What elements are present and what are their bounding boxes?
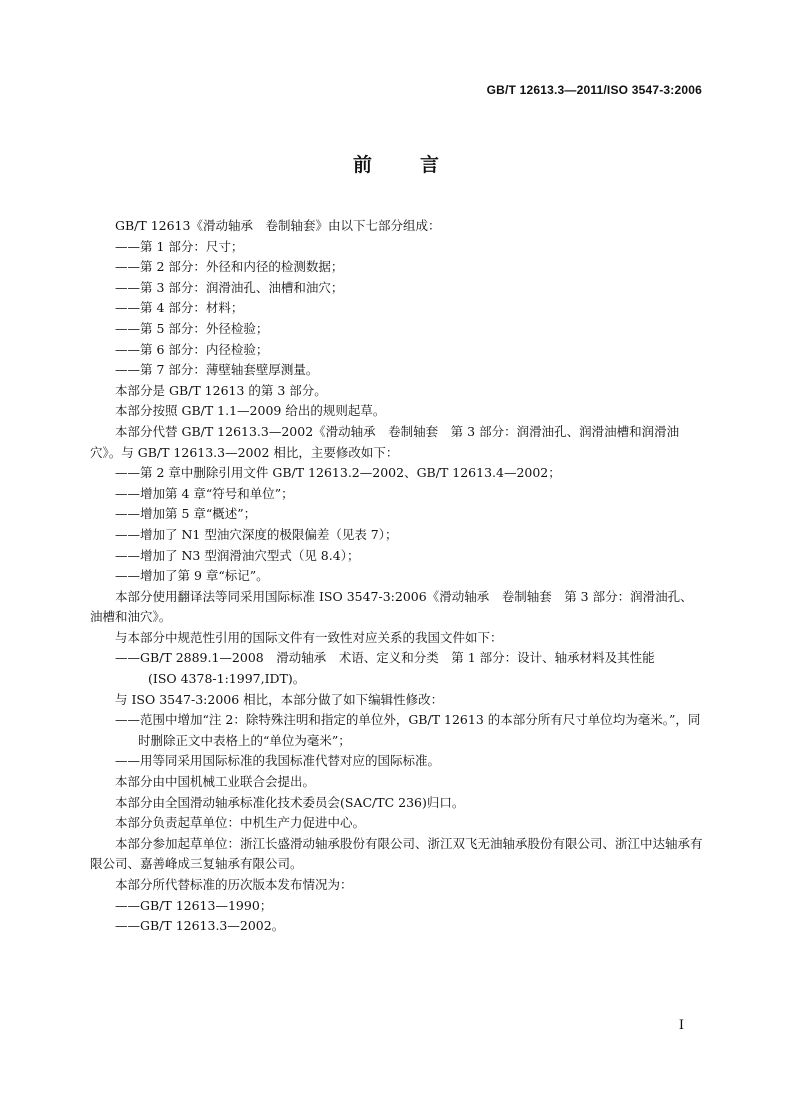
paragraph: 与 ISO 3547-3:2006 相比，本部分做了如下编辑性修改： bbox=[115, 691, 444, 707]
paragraph: 本部分代替 GB/T 12613.3—2002《滑动轴承 卷制轴套 第 3 部分：润滑油孔、润滑油槽和润滑油穴》。与 GB/T 12613.3—2002 相比，主要修改如下： bbox=[90, 423, 680, 460]
list-item: ——GB/T 12613—1990； bbox=[115, 897, 273, 913]
paragraph: 本部分参加起草单位：浙江长盛滑动轴承股份有限公司、浙江双飞无油轴承股份有限公司、浙江中达轴承有限公司、嘉善峰成三复轴承有限公司。 bbox=[90, 835, 703, 872]
preface-body bbox=[90, 216, 704, 937]
list-item: ——增加第 5 章“概述”； bbox=[115, 506, 257, 522]
page-title: 前言 bbox=[352, 154, 487, 176]
list-item: ——增加了 N3 型润滑油穴型式（见 8.4）； bbox=[115, 547, 360, 563]
list-item: ——用等同采用国际标准的我国标准代替对应的国际标准。 bbox=[115, 753, 441, 769]
list-item: ——第 5 部分：外径检验； bbox=[115, 320, 269, 336]
list-item: ——第 7 部分：薄壁轴套壁厚测量。 bbox=[115, 362, 319, 378]
list-item: ——GB/T 12613.3—2002。 bbox=[115, 918, 285, 934]
list-item: ——第 3 部分：润滑油孔、油槽和油穴； bbox=[115, 279, 344, 295]
list-item: ——增加第 4 章“符号和单位”； bbox=[115, 485, 294, 501]
paragraph: 本部分按照 GB/T 1.1—2009 给出的规则起草。 bbox=[115, 403, 386, 419]
standard-code-header: GB/T 12613.3—2011/ISO 3547-3:2006 bbox=[486, 83, 702, 97]
list-item: ——GB/T 2889.1—2008 滑动轴承 术语、定义和分类 第 1 部分：设计、轴承材料及其性能 bbox=[115, 650, 655, 666]
list-item: ——第 2 章中删除引用文件 GB/T 12613.2—2002、GB/T 12613.4—2002； bbox=[115, 465, 561, 481]
list-item-continuation: (ISO 4378-1:1997,IDT)。 bbox=[148, 671, 306, 687]
list-item: ——第 2 部分：外径和内径的检测数据； bbox=[115, 259, 344, 275]
paragraph: 与本部分中规范性引用的国际文件有一致性对应关系的我国文件如下： bbox=[115, 629, 503, 645]
paragraph: 本部分所代替标准的历次版本发布情况为： bbox=[115, 877, 353, 892]
list-item: ——范围中增加“注 2：除特殊注明和指定的单位外，GB/T 12613 的本部分所有尺寸单位均为毫米。”，同时删除正文中表格上的“单位为毫米”； bbox=[115, 712, 701, 748]
paragraph: 本部分是 GB/T 12613 的第 3 部分。 bbox=[115, 382, 327, 398]
paragraph: 本部分由中国机械工业联合会提出。 bbox=[115, 774, 316, 790]
paragraph: 本部分负责起草单位：中机生产力促进中心。 bbox=[115, 815, 366, 831]
page-number: I bbox=[678, 1018, 684, 1033]
list-item: ——第 1 部分：尺寸； bbox=[115, 238, 244, 254]
list-item: ——第 4 部分：材料； bbox=[115, 300, 244, 316]
list-item: ——增加了第 9 章“标记”。 bbox=[115, 568, 269, 584]
paragraph: 本部分使用翻译法等同采用国际标准 ISO 3547-3:2006《滑动轴承 卷制轴套 第 3 部分：润滑油孔、油槽和油穴》。 bbox=[90, 588, 693, 625]
list-item: ——增加了 N1 型油穴深度的极限偏差（见表 7）； bbox=[115, 526, 398, 542]
list-item: ——第 6 部分：内径检验； bbox=[115, 341, 269, 357]
paragraph: GB/T 12613《滑动轴承 卷制轴套》由以下七部分组成： bbox=[115, 218, 441, 233]
paragraph: 本部分由全国滑动轴承标准化技术委员会(SAC/TC 236)归口。 bbox=[115, 794, 465, 810]
